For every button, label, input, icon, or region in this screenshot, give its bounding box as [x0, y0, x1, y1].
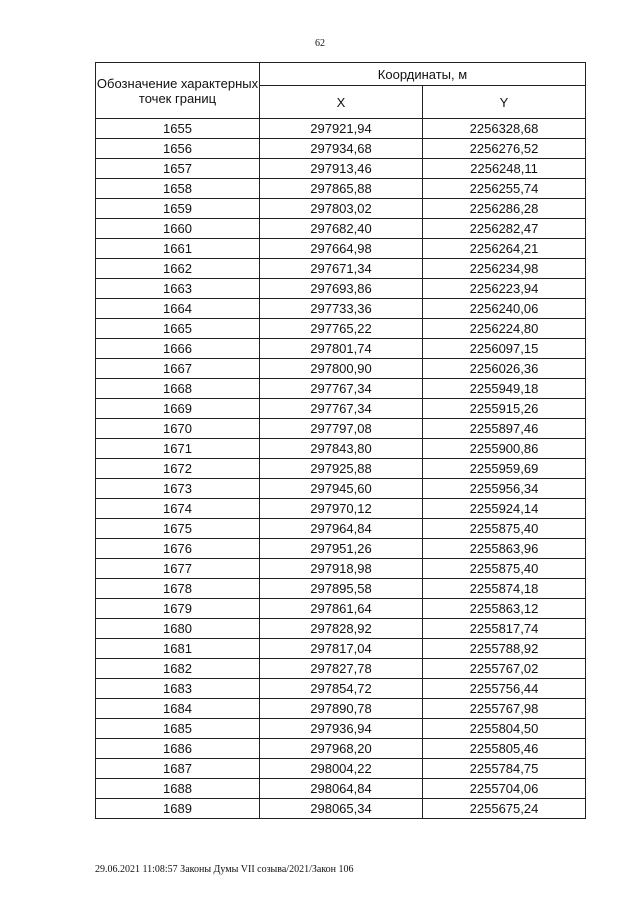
table-row [96, 799, 586, 819]
cell-x: 297693,86 [260, 279, 423, 299]
table-row [96, 199, 586, 219]
table-row [96, 139, 586, 159]
table-row [96, 519, 586, 539]
table-row [96, 279, 586, 299]
cell-point-id: 1678 [96, 579, 260, 599]
cell-y: 2255704,06 [423, 779, 586, 799]
cell-x: 297682,40 [260, 219, 423, 239]
cell-point-id: 1665 [96, 319, 260, 339]
cell-x: 297964,84 [260, 519, 423, 539]
cell-point-id: 1685 [96, 719, 260, 739]
cell-y: 2255804,50 [423, 719, 586, 739]
cell-point-id: 1663 [96, 279, 260, 299]
cell-x: 297951,26 [260, 539, 423, 559]
cell-y: 2255875,40 [423, 559, 586, 579]
cell-point-id: 1679 [96, 599, 260, 619]
cell-point-id: 1686 [96, 739, 260, 759]
cell-point-id: 1657 [96, 159, 260, 179]
table-row [96, 779, 586, 799]
cell-point-id: 1664 [96, 299, 260, 319]
cell-y: 2255959,69 [423, 459, 586, 479]
cell-point-id: 1687 [96, 759, 260, 779]
cell-point-id: 1662 [96, 259, 260, 279]
table-row [96, 219, 586, 239]
cell-y: 2255915,26 [423, 399, 586, 419]
cell-y: 2255767,98 [423, 699, 586, 719]
cell-x: 297767,34 [260, 379, 423, 399]
cell-point-id: 1670 [96, 419, 260, 439]
table-row [96, 639, 586, 659]
cell-x: 297803,02 [260, 199, 423, 219]
cell-y: 2256248,11 [423, 159, 586, 179]
cell-x: 297800,90 [260, 359, 423, 379]
cell-y: 2255897,46 [423, 419, 586, 439]
cell-point-id: 1684 [96, 699, 260, 719]
cell-x: 297970,12 [260, 499, 423, 519]
table-row [96, 499, 586, 519]
table-row [96, 579, 586, 599]
table-row [96, 759, 586, 779]
cell-point-id: 1681 [96, 639, 260, 659]
coordinates-table [95, 62, 586, 819]
table-row [96, 319, 586, 339]
cell-y: 2256097,15 [423, 339, 586, 359]
table-row [96, 359, 586, 379]
cell-y: 2255863,12 [423, 599, 586, 619]
cell-y: 2256224,80 [423, 319, 586, 339]
cell-point-id: 1658 [96, 179, 260, 199]
cell-point-id: 1674 [96, 499, 260, 519]
cell-x: 297913,46 [260, 159, 423, 179]
table-row [96, 719, 586, 739]
header-coordinates: Координаты, м [260, 63, 586, 86]
cell-x: 298004,22 [260, 759, 423, 779]
table-row [96, 479, 586, 499]
cell-x: 297968,20 [260, 739, 423, 759]
cell-x: 297767,34 [260, 399, 423, 419]
table-row [96, 419, 586, 439]
cell-y: 2256276,52 [423, 139, 586, 159]
table-row [96, 439, 586, 459]
cell-x: 297918,98 [260, 559, 423, 579]
cell-x: 297890,78 [260, 699, 423, 719]
table-row [96, 679, 586, 699]
cell-y: 2255924,14 [423, 499, 586, 519]
cell-x: 297797,08 [260, 419, 423, 439]
cell-y: 2256282,47 [423, 219, 586, 239]
cell-x: 297925,88 [260, 459, 423, 479]
cell-x: 297843,80 [260, 439, 423, 459]
cell-y: 2255956,34 [423, 479, 586, 499]
cell-x: 297664,98 [260, 239, 423, 259]
cell-x: 297827,78 [260, 659, 423, 679]
header-y: Y [423, 86, 586, 119]
cell-y: 2256026,36 [423, 359, 586, 379]
header-point-designation: Обозначение характерных точек границ [96, 63, 260, 119]
cell-x: 298064,84 [260, 779, 423, 799]
cell-x: 297801,74 [260, 339, 423, 359]
cell-point-id: 1677 [96, 559, 260, 579]
cell-point-id: 1661 [96, 239, 260, 259]
table-row [96, 339, 586, 359]
header-x: X [260, 86, 423, 119]
cell-y: 2256264,21 [423, 239, 586, 259]
table-row [96, 159, 586, 179]
cell-point-id: 1688 [96, 779, 260, 799]
cell-point-id: 1671 [96, 439, 260, 459]
cell-y: 2255875,40 [423, 519, 586, 539]
cell-y: 2255863,96 [423, 539, 586, 559]
table-row [96, 699, 586, 719]
cell-point-id: 1667 [96, 359, 260, 379]
cell-y: 2255784,75 [423, 759, 586, 779]
footer-stamp: 29.06.2021 11:08:57 Законы Думы VII созыва/2021/Закон 106 [95, 864, 354, 875]
cell-x: 297828,92 [260, 619, 423, 639]
cell-y: 2256255,74 [423, 179, 586, 199]
cell-x: 298065,34 [260, 799, 423, 819]
table-row [96, 659, 586, 679]
cell-point-id: 1689 [96, 799, 260, 819]
cell-x: 297945,60 [260, 479, 423, 499]
cell-point-id: 1656 [96, 139, 260, 159]
cell-y: 2255817,74 [423, 619, 586, 639]
table-row [96, 599, 586, 619]
cell-x: 297936,94 [260, 719, 423, 739]
table-row [96, 119, 586, 139]
cell-point-id: 1682 [96, 659, 260, 679]
table-row [96, 239, 586, 259]
cell-x: 297765,22 [260, 319, 423, 339]
cell-x: 297671,34 [260, 259, 423, 279]
cell-point-id: 1668 [96, 379, 260, 399]
cell-y: 2256328,68 [423, 119, 586, 139]
cell-x: 297865,88 [260, 179, 423, 199]
cell-point-id: 1672 [96, 459, 260, 479]
cell-y: 2255805,46 [423, 739, 586, 759]
cell-point-id: 1655 [96, 119, 260, 139]
cell-point-id: 1666 [96, 339, 260, 359]
table-row [96, 739, 586, 759]
cell-x: 297854,72 [260, 679, 423, 699]
cell-y: 2256286,28 [423, 199, 586, 219]
cell-y: 2256240,06 [423, 299, 586, 319]
cell-y: 2255675,24 [423, 799, 586, 819]
cell-y: 2255767,02 [423, 659, 586, 679]
cell-y: 2255949,18 [423, 379, 586, 399]
cell-y: 2255900,86 [423, 439, 586, 459]
table-row [96, 619, 586, 639]
cell-point-id: 1669 [96, 399, 260, 419]
cell-point-id: 1660 [96, 219, 260, 239]
cell-point-id: 1680 [96, 619, 260, 639]
cell-point-id: 1659 [96, 199, 260, 219]
table-row [96, 459, 586, 479]
cell-x: 297733,36 [260, 299, 423, 319]
table-row [96, 179, 586, 199]
cell-y: 2255874,18 [423, 579, 586, 599]
cell-y: 2256223,94 [423, 279, 586, 299]
table-row [96, 399, 586, 419]
table-body [96, 119, 586, 819]
cell-x: 297934,68 [260, 139, 423, 159]
cell-x: 297921,94 [260, 119, 423, 139]
table-row [96, 559, 586, 579]
cell-y: 2256234,98 [423, 259, 586, 279]
cell-y: 2255756,44 [423, 679, 586, 699]
page-number: 62 [315, 38, 325, 49]
table-row [96, 539, 586, 559]
table-row [96, 259, 586, 279]
cell-point-id: 1675 [96, 519, 260, 539]
cell-x: 297861,64 [260, 599, 423, 619]
cell-x: 297895,58 [260, 579, 423, 599]
cell-point-id: 1683 [96, 679, 260, 699]
table-row [96, 299, 586, 319]
cell-x: 297817,04 [260, 639, 423, 659]
table-header [96, 63, 586, 119]
cell-point-id: 1673 [96, 479, 260, 499]
cell-point-id: 1676 [96, 539, 260, 559]
cell-y: 2255788,92 [423, 639, 586, 659]
table-row [96, 379, 586, 399]
